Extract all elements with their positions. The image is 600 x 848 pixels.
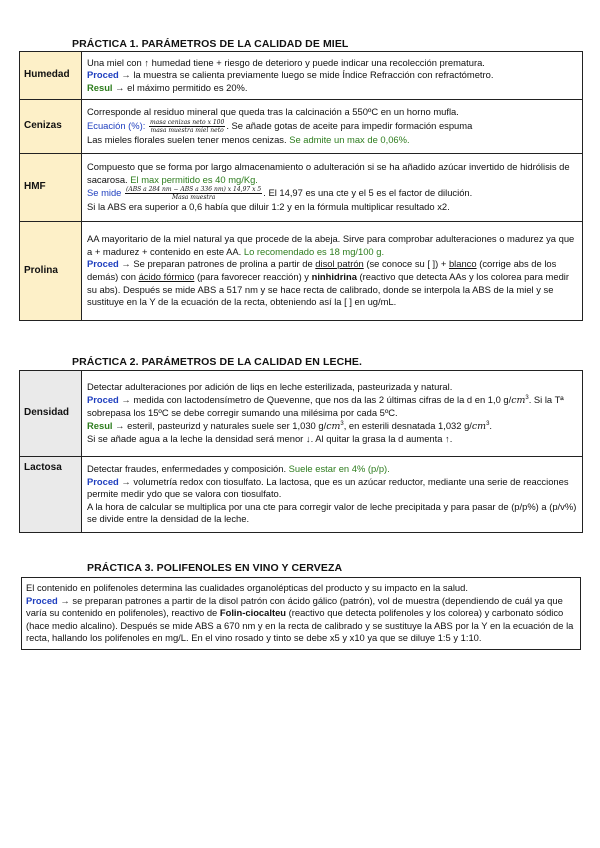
lactosa-line1: Detectar fraudes, enfermedades y composición. (87, 463, 289, 475)
proced-keyword: Proced (87, 69, 119, 81)
prolina-acido-formico: ácido fórmico (138, 271, 195, 282)
prolina-blanco: blanco (448, 258, 477, 270)
proced-keyword: Proced (87, 258, 119, 270)
label-lactosa: Lactosa (20, 457, 82, 533)
cenizas-line2: . Se añade gotas de aceite para impedir formación espuma (226, 119, 473, 131)
se-mide-label: Se mide (87, 187, 122, 199)
unit-cm: cm (471, 420, 487, 432)
lactosa-calculo: A la hora de calcular se multiplica por una cte para corregir valor de leche precipitada y para pasar de (p/p%) a (p/v%) se divide entre la densidad de la leche. (87, 500, 577, 525)
densidad-line1: Detectar adulteraciones por adición de liqs en leche esterilizada, pasteurizada y natural. (87, 381, 453, 393)
row-humedad (20, 52, 583, 100)
formula-numerator: masa cenizas neto x 100 (149, 119, 225, 126)
densidad-resul2: , en esterili desnatada 1,032 (343, 419, 465, 431)
humedad-resul: → el máximo permitido es 20%. (112, 81, 248, 93)
densidad-temp: . Si la Tª sobrepasa los 15ºC se debe corregir sumando una milésima por cada 5ºC. (87, 393, 564, 419)
practica-2-title: PRÁCTICA 2. PARÁMETROS DE LA CALIDAD EN LECHE. (72, 356, 363, 368)
humedad-proced: → la muestra se calienta previamente luego se mide Índice Refracción con refractómetro. (118, 69, 494, 81)
content-prolina (82, 222, 583, 321)
cenizas-formula (149, 119, 225, 134)
label-hmf: HMF (20, 154, 82, 222)
prolina-ninhidrina: ninhidrina (311, 271, 357, 282)
practica-1-title: PRÁCTICA 1. PARÁMETROS DE LA CALIDAD DE MIEL (72, 38, 349, 50)
prolina-text: AA mayoritario de la miel natural ya que procede de la abeja. Sirve para comprobar adulteraciones o madurez ya que a + madurez + contenido en este AA. (87, 233, 575, 257)
label-prolina: Prolina (20, 222, 82, 321)
polifenoles-intro: El contenido en polifenoles determina las cualidades organolépticas del producto y su impacto en la salud. (26, 582, 468, 593)
row-hmf (20, 154, 583, 222)
label-densidad: Densidad (20, 371, 82, 457)
row-cenizas (20, 100, 583, 154)
cenizas-max: Se admite un max de 0,06%. (289, 134, 410, 145)
lactosa-valor: Suele estar en 4% (p/p). (288, 463, 390, 475)
cenizas-line3: Las mieles florales suelen tener menos cenizas. (87, 134, 290, 145)
polifenoles-folin: Folin-ciocalteu (219, 607, 287, 619)
practica-2-table (19, 370, 583, 533)
hmf-max: El max permitido es 40 mg/Kg. (130, 173, 258, 185)
row-densidad (20, 371, 583, 457)
cenizas-line1: Corresponde al residuo mineral que queda tras la calcinación a 550ºC en un horno mufla. (87, 106, 459, 118)
formula-denominator: Masa muestra (171, 194, 216, 202)
prolina-text: → Se preparan patrones de prolina a partir de (118, 258, 316, 270)
prolina-text: (corrige abs de los demás) con (87, 258, 557, 282)
label-cenizas: Cenizas (20, 100, 82, 154)
lactosa-proced: → volumetría redox con tiosulfato. La lactosa, que es un azúcar reductor, mediante una serie de reacciones permite medir ydo que se valora con tiosulfato. (87, 475, 569, 500)
content-lactosa (82, 457, 583, 533)
hmf-formula (125, 186, 262, 201)
content-humedad (82, 52, 583, 100)
prolina-recomendado: Lo recomendado es 18 mg/100 g. (243, 245, 385, 257)
formula-denominator: masa muestra miel neto (150, 127, 224, 134)
row-lactosa (20, 457, 583, 533)
unit-cm: cm (511, 394, 526, 406)
resul-keyword: Resul (87, 419, 113, 431)
practica-3-box (21, 577, 581, 650)
densidad-resul: → esteril, pasteurizd y naturales suele ser 1,030 (112, 419, 319, 431)
formula-numerator: (ABS a 284 nm − ABS a 336 nm) x 14,97 x 5 (126, 186, 262, 194)
practica-3-title: PRÁCTICA 3. POLIFENOLES EN VINO Y CERVEZA (87, 562, 343, 574)
prolina-text: (reactivo que detecta AAs y los colorea para medir su abs). Después se mide ABS a 517 nm y se hace recta de calibrado, donde se interpola la ABS de la miel y se sustituye en la Y de la ecuación de la recta, obteniendo así la [ ] en ug/mL. (87, 271, 569, 308)
ecuacion-label: Ecuación (%): (87, 119, 146, 131)
prolina-disol-patron: disol patrón (315, 258, 364, 270)
densidad-proced: → medida con lactodensímetro de Quevenne, que nos da las 2 últimas cifras de la d en 1,0 g/ (118, 393, 512, 405)
proced-keyword: Proced (26, 594, 58, 606)
content-densidad: Detectar adulteraciones por adición de liqs en leche esterilizada, pasteurizada y natural. Proced → medida con lactodensímetro de Quevenne, que nos da las 2 últimas cifras de la d en 1,0 $g/cm^3$. Si la Tª sobrepasa los 15ºC se debe corregir sumando una milésima por cada 5ºC. Resul → esteril, pasteurizd y naturales suele ser 1,030 $g/cm^3$, en esterili desnatada 1,032 $g/cm^3$. Si se añade agua a la leche la densidad será menor ↓. Al quitar la grasa la d aumenta ↑. (82, 371, 583, 457)
hmf-line1: Compuesto que se forma por largo almacenamiento o adulteración si se ha añadido azúcar invertido de hidrólisis de sacarosa. (87, 161, 570, 185)
hmf-line3: Si la ABS era superior a 0,6 había que diluir 1:2 y en la fórmula multiplicar resultado x2. (87, 201, 450, 213)
proced-keyword: Proced (87, 393, 119, 405)
proced-keyword: Proced (87, 475, 119, 487)
resul-keyword: Resul (87, 81, 113, 93)
label-humedad: Humedad (20, 52, 82, 100)
row-prolina (20, 222, 583, 321)
unit-cm: cm (326, 420, 341, 432)
content-cenizas (82, 100, 583, 154)
practica-1-table (19, 51, 583, 321)
prolina-text: (para favorecer reacción) y (194, 271, 312, 282)
polifenoles-text: (reactivo que detecta polifenoles y los colorea) y carbonato sódico (hace medio alcalino). Después se mide ABS a 670 nm y en la recta de calibrado y se sustituye la ABS por la Y en la ecuación de la recta, hallando los polifenoles en mg/L. En el vino rosado y tinto se debe x5 y x10 ya que se diluye 1:5 y 1:10. (26, 607, 574, 644)
prolina-text: (se conoce su [ ]) + (363, 258, 449, 270)
polifenoles-proced: → se preparan patrones a partir de la disol patrón con ácido gálico (patrón), vol de muestra (dependiendo de cuál ya que varía su contenido en polifenoles), reactivo de (26, 594, 563, 619)
densidad-line5: Si se añade agua a la leche la densidad será menor ↓. Al quitar la grasa la d aumenta ↑. (87, 433, 453, 445)
hmf-line2: . El 14,97 es una cte y el 5 es el factor de dilución. (263, 187, 473, 199)
humedad-line1: Una miel con ↑ humedad tiene + riesgo de deterioro y puede indicar una recolección prematura. (87, 56, 485, 68)
content-hmf (82, 154, 583, 222)
